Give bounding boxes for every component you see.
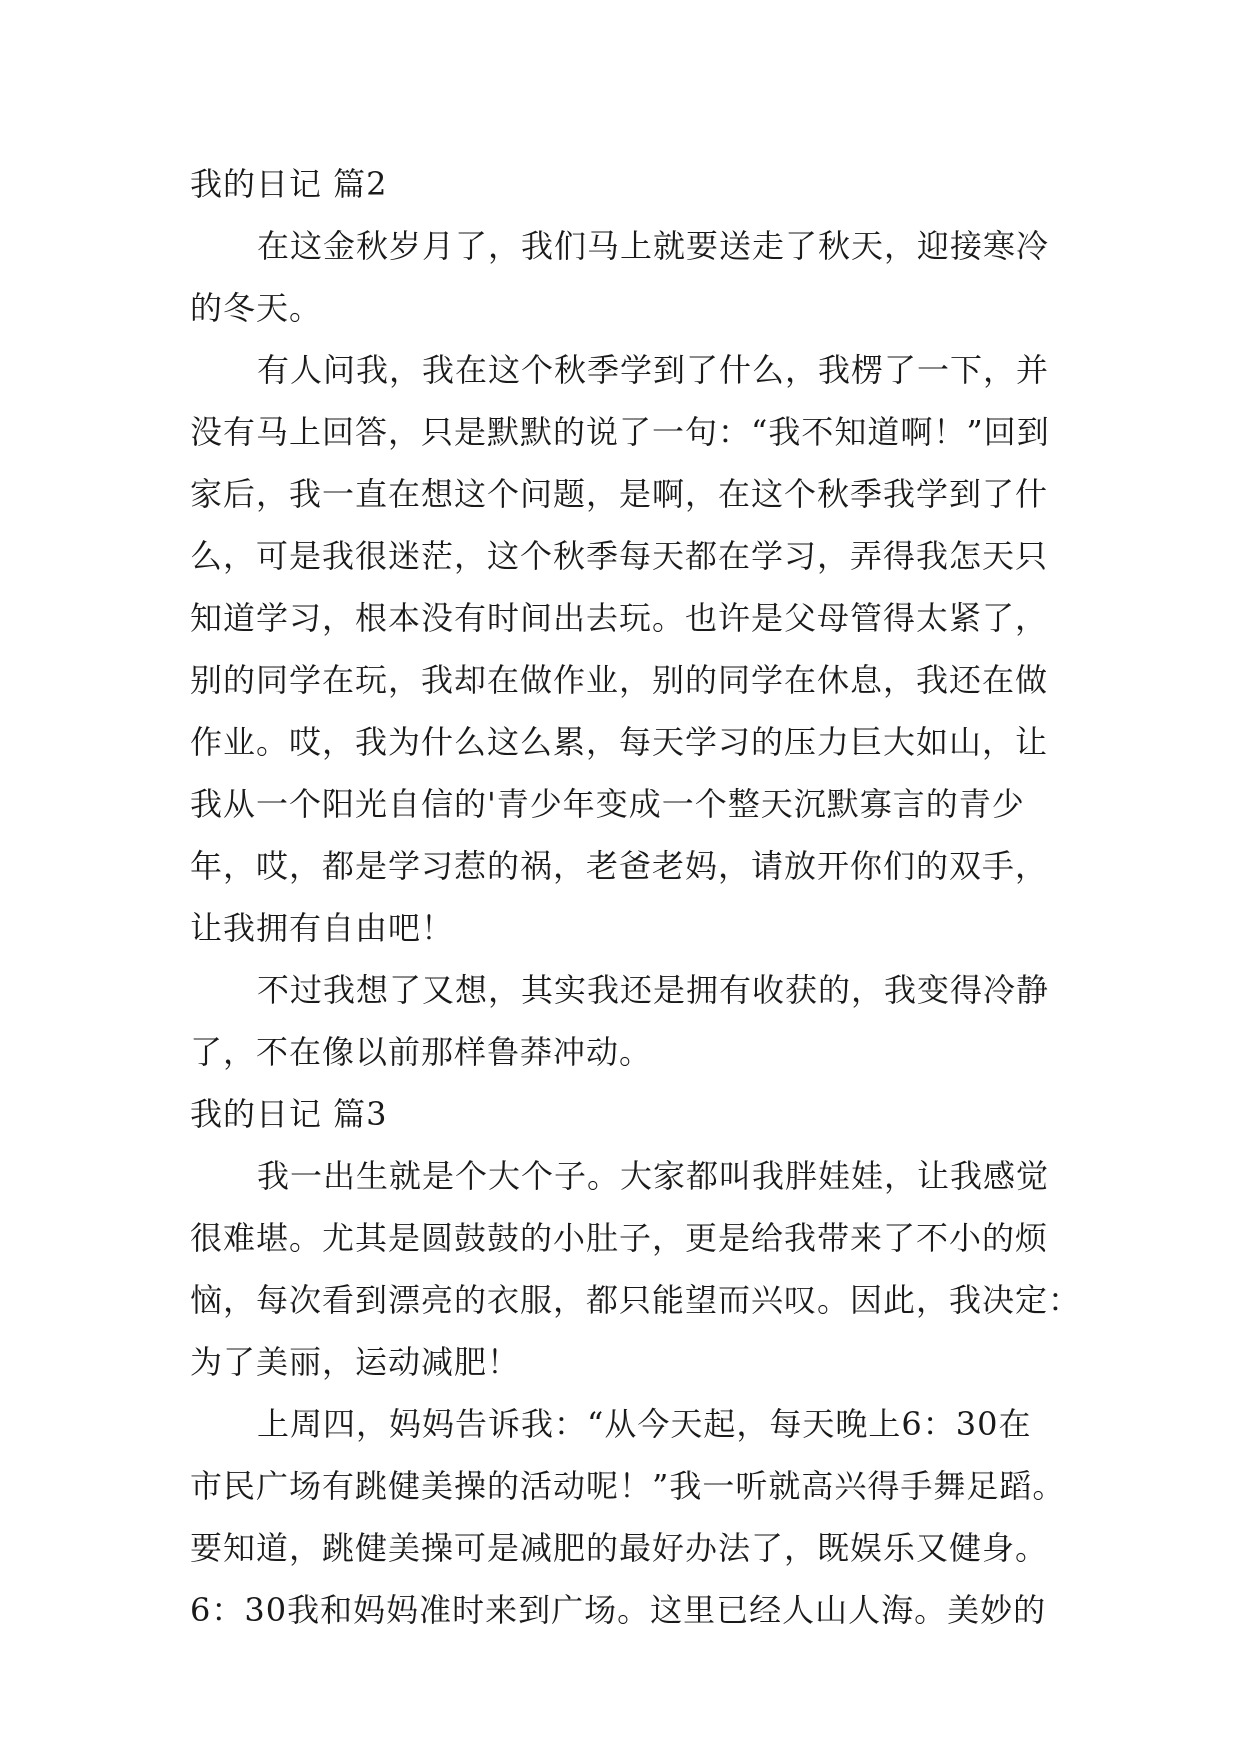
paragraph-line: 很难堪。尤其是圆鼓鼓的小肚子，更是给我带来了不小的烦: [190, 1219, 1049, 1257]
section-heading: 我的日记 篇2: [190, 165, 388, 203]
paragraph-line: 家后，我一直在想这个问题，是啊，在这个秋季我学到了什: [190, 475, 1049, 513]
paragraph-line: 了，不在像以前那样鲁莽冲动。: [190, 1033, 653, 1071]
paragraph-line: 作业。哎，我为什么这么累，每天学习的压力巨大如山，让: [190, 723, 1049, 761]
paragraph-line: 为了美丽，运动减肥！: [190, 1343, 521, 1381]
paragraph-line: 的冬天。: [190, 289, 323, 327]
paragraph-line: 上周四，妈妈告诉我：“从今天起，每天晚上6：30在: [257, 1405, 1032, 1443]
paragraph-line: 恼，每次看到漂亮的衣服，都只能望而兴叹。因此，我决定：: [190, 1281, 1082, 1319]
paragraph-line: 在这金秋岁月了，我们马上就要送走了秋天，迎接寒冷: [257, 227, 1050, 265]
paragraph-line: 要知道，跳健美操可是减肥的最好办法了，既娱乐又健身。: [190, 1529, 1049, 1567]
paragraph-line: 有人问我，我在这个秋季学到了什么，我楞了一下，并: [257, 351, 1050, 389]
paragraph-line: 我一出生就是个大个子。大家都叫我胖娃娃，让我感觉: [257, 1157, 1050, 1195]
paragraph-line: 么，可是我很迷茫，这个秋季每天都在学习，弄得我怎天只: [190, 537, 1049, 575]
paragraph-line: 不过我想了又想，其实我还是拥有收获的，我变得冷静: [257, 971, 1050, 1009]
paragraph-line: 别的同学在玩，我却在做作业，别的同学在休息，我还在做: [190, 661, 1049, 699]
paragraph-line: 让我拥有自由吧！: [190, 909, 455, 947]
section-heading: 我的日记 篇3: [190, 1095, 388, 1133]
paragraph-line: 我从一个阳光自信的'青少年变成一个整天沉默寡言的青少: [190, 785, 1025, 823]
paragraph-line: 没有马上回答，只是默默的说了一句：“我不知道啊！”回到: [190, 413, 1050, 451]
paragraph-line: 知道学习，根本没有时间出去玩。也许是父母管得太紧了，: [190, 599, 1049, 637]
paragraph-line: 6：30我和妈妈准时来到广场。这里已经人山人海。美妙的: [190, 1591, 1047, 1629]
paragraph-line: 市民广场有跳健美操的活动呢！”我一听就高兴得手舞足蹈。: [190, 1467, 1066, 1505]
paragraph-line: 年，哎，都是学习惹的祸，老爸老妈，请放开你们的双手，: [190, 847, 1049, 885]
